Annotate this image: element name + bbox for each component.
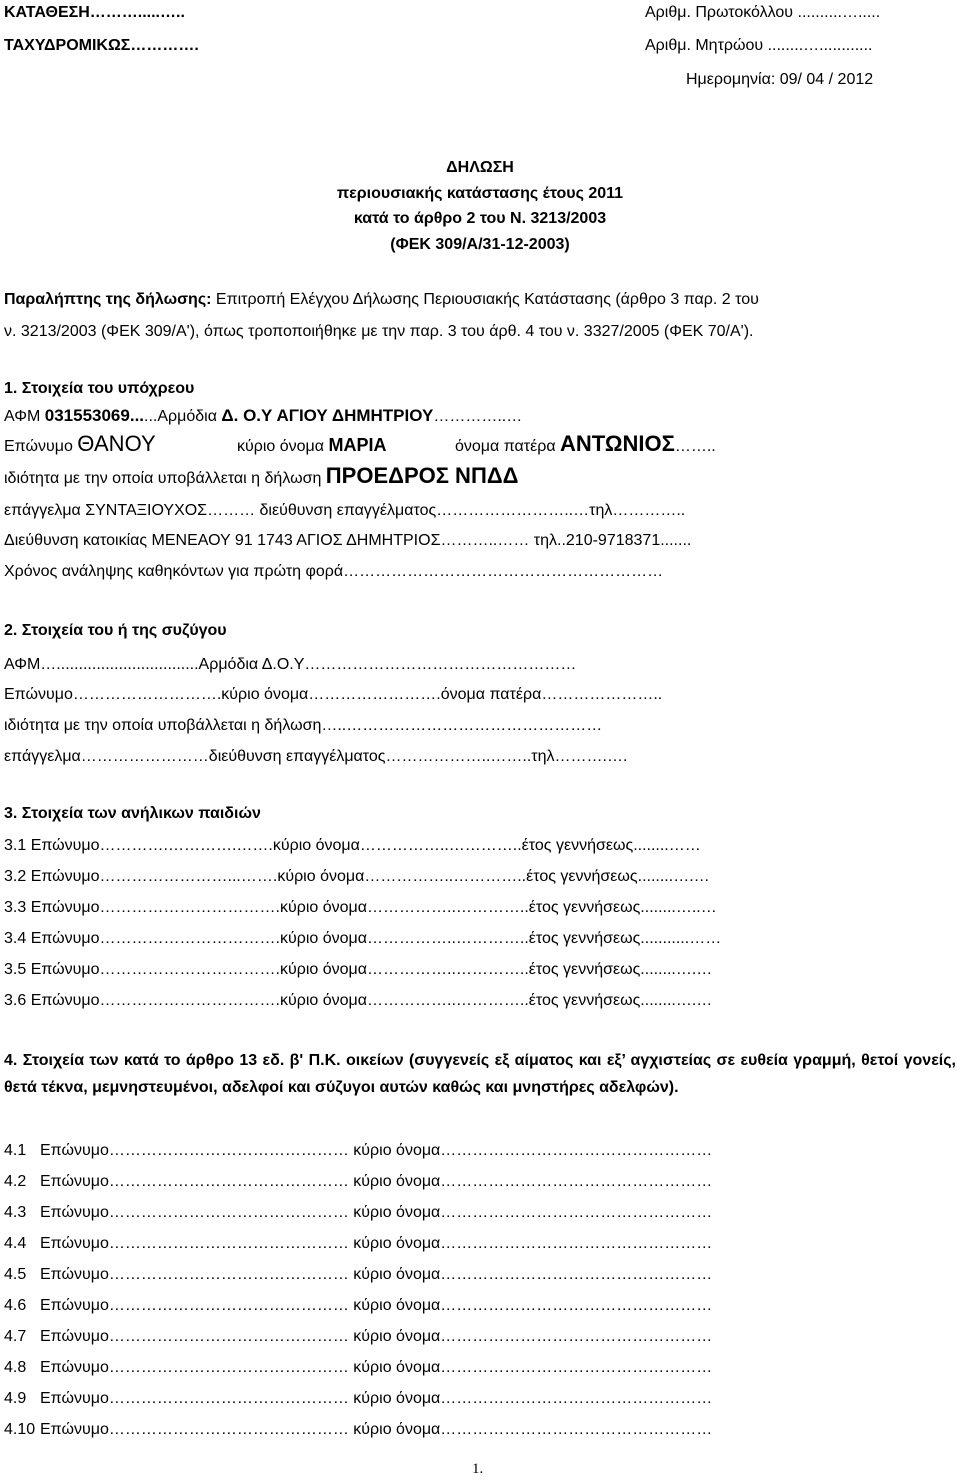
relative-number: 4.2 xyxy=(4,1173,27,1190)
first-year-row: Χρόνος ανάληψης καθηκόντων για πρώτη φορά…………………………………………………… xyxy=(4,563,664,580)
child-row: 3.2 Επώνυμο……………………...…….κύριο όνομα……………..…………..έτος γεννήσεως........….… xyxy=(4,868,710,885)
child-row: 3.3 Επώνυμο…………………………….κύριο όνομα……………..…………..έτος γεννήσεως........…..… xyxy=(4,899,717,916)
protocol-number: Αριθμ. Πρωτοκόλλου ..........…..... xyxy=(645,4,881,21)
title-gazette: (ΦΕΚ 309/Α/31-12-2003) xyxy=(390,236,570,253)
father-value: ΑΝΤΩΝΙΟΣ xyxy=(560,431,675,456)
title-law: κατά το άρθρο 2 του Ν. 3213/2003 xyxy=(353,210,607,227)
residence-row: Διεύθυνση κατοικίας ΜΕΝΕΑΟΥ 91 1743 ΑΓΙΟΣ ΔΗΜΗΤΡΙΟΣ………..…… τηλ..210-9718371....... xyxy=(4,532,692,549)
registry-number: Αριθμ. Μητρώου ........…............ xyxy=(645,37,873,54)
section-4-heading: 4. Στοιχεία των κατά το άρθρο 13 εδ. β' Π.Κ. οικείων (συγγενείς εξ αίματος και εξ’ αγχιστείας σε ευθεία γραμμή, θετοί γονείς, θετά τέκνα, μεμνηστευμένοι, αδελφοί και σύζυγοι αυτών καθώς και μνηστήρες αδελφών). xyxy=(4,1052,956,1096)
father-label: όνομα πατέρα xyxy=(455,438,561,455)
relative-fields: Επώνυμο……………………………………… κύριο όνομα…………………………………………… xyxy=(40,1297,713,1314)
father-dots: …….. xyxy=(674,438,716,455)
relative-fields: Επώνυμο……………………………………… κύριο όνομα…………………………………………… xyxy=(40,1390,713,1407)
relative-fields: Επώνυμο……………………………………… κύριο όνομα…………………………………………… xyxy=(40,1235,713,1252)
relative-number: 4.9 xyxy=(4,1390,27,1407)
taxpayer-afm-row xyxy=(4,407,522,425)
profession-row: επάγγελμα ΣΥΝΤΑΞΙΟΥΧΟΣ……… διεύθυνση επαγγέλματος……………………..…τηλ………….. xyxy=(4,502,686,519)
relative-row xyxy=(4,1360,712,1376)
title-subtitle: περιουσιακής κατάστασης έτους 2011 xyxy=(336,185,624,202)
relative-number: 4.4 xyxy=(4,1235,27,1252)
relative-row xyxy=(4,1143,712,1159)
capacity-value: ΠΡΟΕΔΡΟΣ ΝΠΔΔ xyxy=(325,463,519,488)
taxpayer-name-row xyxy=(4,433,156,455)
relative-row xyxy=(4,1298,712,1314)
title-declaration: ΔΗΛΩΣΗ xyxy=(446,159,514,176)
relative-fields: Επώνυμο……………………………………… κύριο όνομα…………………………………………… xyxy=(40,1328,713,1345)
afm-value: 031553069... xyxy=(44,406,145,425)
afm-label: ΑΦΜ xyxy=(4,408,45,425)
recipient-line-1 xyxy=(4,292,759,308)
relative-fields: Επώνυμο……………………………………… κύριο όνομα…………………………………………… xyxy=(40,1204,713,1221)
relative-fields: Επώνυμο……………………………………… κύριο όνομα…………………………………………… xyxy=(40,1359,713,1376)
recipient-label: Παραλήπτης της δήλωσης: xyxy=(4,291,212,308)
recipient-text-1: Επιτροπή Ελέγχου Δήλωσης Περιουσιακής Κατάστασης (άρθρο 3 παρ. 2 του xyxy=(211,291,759,308)
relative-row xyxy=(4,1391,712,1407)
relative-row xyxy=(4,1174,712,1190)
spouse-name-row: Επώνυμο……………………….κύριο όνομα…………………….όνομα πατέρα………………….. xyxy=(4,686,663,703)
relative-row xyxy=(4,1236,712,1252)
spouse-capacity-row: ιδιότητα με την οποία υποβάλλεται η δήλωση…..………………………………………… xyxy=(4,717,603,734)
recipient-line-2: ν. 3213/2003 (ΦΕΚ 309/Α'), όπως τροποποιήθηκε με την παρ. 3 του άρθ. 4 του ν. 3327/2005 (ΦΕΚ 70/Α'). xyxy=(4,323,754,340)
firstname-label: κύριο όνομα xyxy=(237,438,329,455)
capacity-label: ιδιότητα με την οποία υποβάλλεται η δήλωση xyxy=(4,470,326,487)
declaration-date: Ημερομηνία: 09/ 04 / 2012 xyxy=(686,71,874,88)
child-row: 3.4 Επώνυμο…………………………….κύριο όνομα……………..…………..έτος γεννήσεως...........…… xyxy=(4,930,722,947)
relative-number: 4.7 xyxy=(4,1328,27,1345)
relative-row xyxy=(4,1267,712,1283)
section-1-heading: 1. Στοιχεία του υπόχρεου xyxy=(4,380,195,397)
post-label: ΤΑΧΥΔΡΟΜΙΚΩΣ…………. xyxy=(4,37,199,54)
firstname-value: ΜΑΡΙΑ xyxy=(328,435,387,455)
capacity-row xyxy=(4,465,518,487)
page-number: 1. xyxy=(472,1461,484,1477)
firstname-field xyxy=(237,436,386,455)
relative-number: 4.1 xyxy=(4,1142,27,1159)
child-row: 3.6 Επώνυμο…………………………….κύριο όνομα……………..…………..έτος γεννήσεως........….… xyxy=(4,992,713,1009)
spouse-afm-row: ΑΦΜ…................................Αρμόδια Δ.Ο.Υ…………………………………………… xyxy=(4,656,577,673)
relative-fields: Επώνυμο……………………………………… κύριο όνομα…………………………………………… xyxy=(40,1142,713,1159)
tax-office-label: ...Αρμόδια xyxy=(144,408,222,425)
tax-office-value: Δ. Ο.Υ ΑΓΙΟΥ ΔΗΜΗΤΡΙΟΥ xyxy=(221,406,434,425)
surname-value: ΘΑΝΟΥ xyxy=(77,431,156,456)
relative-row xyxy=(4,1422,712,1438)
relative-number: 4.3 xyxy=(4,1204,27,1221)
relative-row xyxy=(4,1205,712,1221)
tax-office-dots: …………..… xyxy=(433,408,523,425)
spouse-profession-row: επάγγελμα……………………διεύθυνση επαγγέλματος………………..……..τηλ……….…. xyxy=(4,748,628,765)
father-name-field xyxy=(455,433,716,455)
relative-fields: Επώνυμο……………………………………… κύριο όνομα…………………………………………… xyxy=(40,1266,713,1283)
relative-number: 4.8 xyxy=(4,1359,27,1376)
section-3-heading: 3. Στοιχεία των ανήλικων παιδιών xyxy=(4,805,261,822)
deposit-label: ΚΑΤΑΘΕΣΗ……….....….. xyxy=(4,4,185,21)
relative-row xyxy=(4,1329,712,1345)
surname-label: Επώνυμο xyxy=(4,438,78,455)
relative-fields: Επώνυμο……………………………………… κύριο όνομα…………………………………………… xyxy=(40,1173,713,1190)
child-row: 3.5 Επώνυμο…………………………….κύριο όνομα……………..…………..έτος γεννήσεως........….… xyxy=(4,961,713,978)
section-2-heading: 2. Στοιχεία του ή της συζύγου xyxy=(4,622,227,639)
child-row: 3.1 Επώνυμο………….………….…….κύριο όνομα……………..…………..έτος γεννήσεως........…… xyxy=(4,837,701,854)
relative-number: 4.5 xyxy=(4,1266,27,1283)
relative-fields: Επώνυμο……………………………………… κύριο όνομα…………………………………………… xyxy=(40,1421,713,1438)
relative-number: 4.6 xyxy=(4,1297,27,1314)
relative-number: 4.10 xyxy=(4,1421,36,1438)
